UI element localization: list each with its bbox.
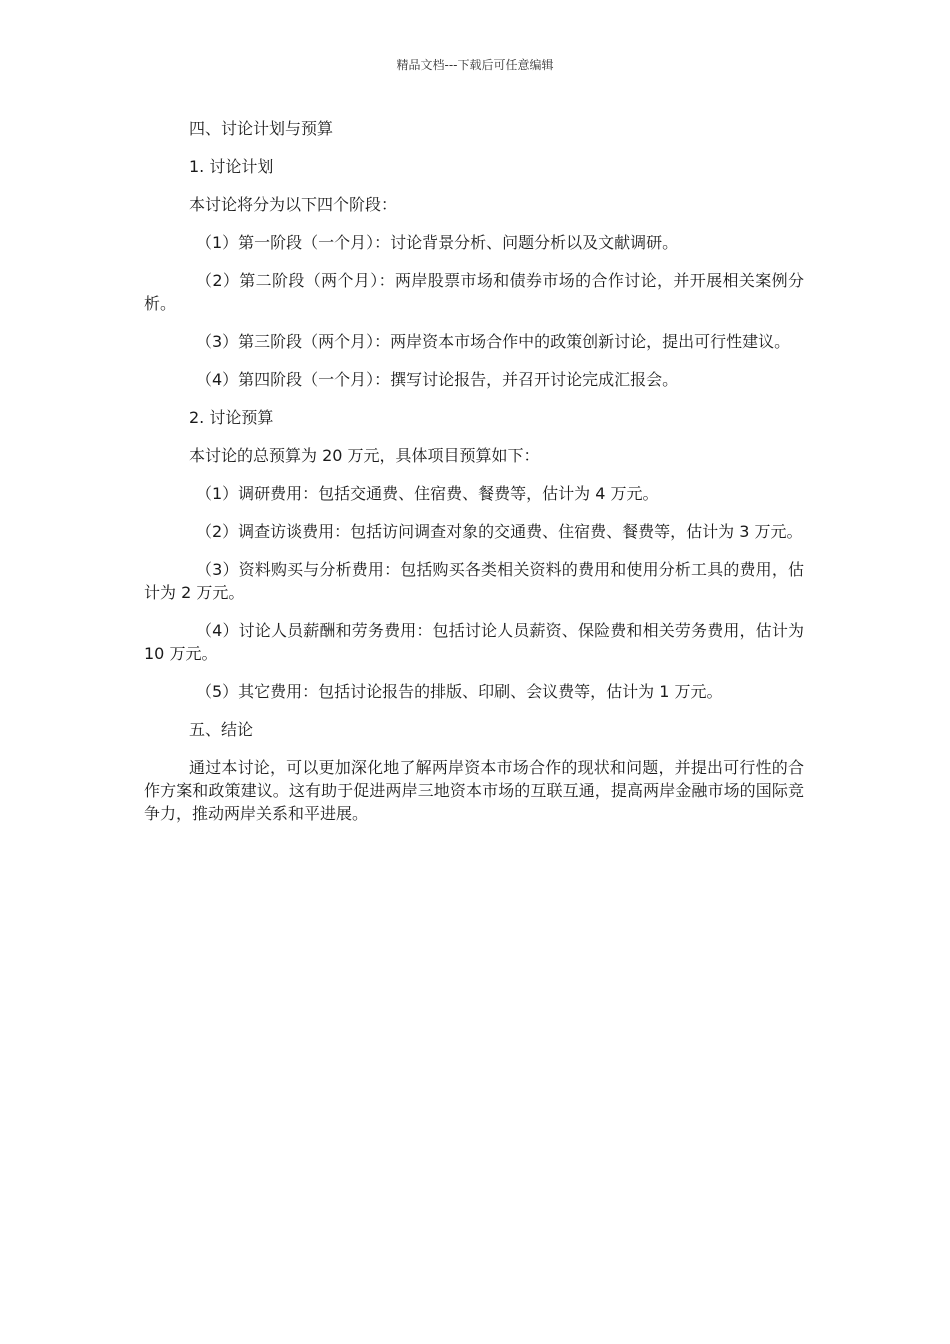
conclusion-paragraph: 通过本讨论，可以更加深化地了解两岸资本市场合作的现状和问题，并提出可行性的合作方案和政策建议。这有助于促进两岸三地资本市场的互联互通，提高两岸金融市场的国际竞争力，推动两岸关系和平进展。 [144,758,804,823]
budget-item-5: （5）其它费用：包括讨论报告的排版、印刷、会议费等，估计为 1 万元。 [196,682,723,701]
subsection-heading-plan: 1. 讨论计划 [189,157,274,176]
plan-stage-4: （4）第四阶段（一个月）：撰写讨论报告，并召开讨论完成汇报会。 [196,370,679,389]
budget-item-2: （2）调查访谈费用：包括访问调查对象的交通费、住宿费、餐费等，估计为 3 万元。 [196,522,803,541]
budget-item-3: （3）资料购买与分析费用：包括购买各类相关资料的费用和使用分析工具的费用，估计为 2 万元。 [144,560,804,602]
plan-stage-3: （3）第三阶段（两个月）：两岸资本市场合作中的政策创新讨论，提出可行性建议。 [196,332,791,351]
plan-stage-2: （2）第二阶段（两个月）：两岸股票市场和债券市场的合作讨论，并开展相关案例分析。 [144,271,804,313]
page-header: 精品文档---下载后可任意编辑 [396,58,554,72]
section-heading-plan-budget: 四、讨论计划与预算 [189,119,334,138]
budget-intro-paragraph: 本讨论的总预算为 20 万元，具体项目预算如下： [189,446,540,465]
plan-intro-paragraph: 本讨论将分为以下四个阶段： [189,195,398,214]
plan-stage-1: （1）第一阶段（一个月）：讨论背景分析、问题分析以及文献调研。 [196,233,679,252]
document-body [144,117,804,840]
budget-item-4: （4）讨论人员薪酬和劳务费用：包括讨论人员薪资、保险费和相关劳务费用，估计为 10 万元。 [144,621,804,663]
budget-item-1: （1）调研费用：包括交通费、住宿费、餐费等，估计为 4 万元。 [196,484,659,503]
section-heading-conclusion: 五、结论 [189,720,254,739]
subsection-heading-budget: 2. 讨论预算 [189,408,274,427]
